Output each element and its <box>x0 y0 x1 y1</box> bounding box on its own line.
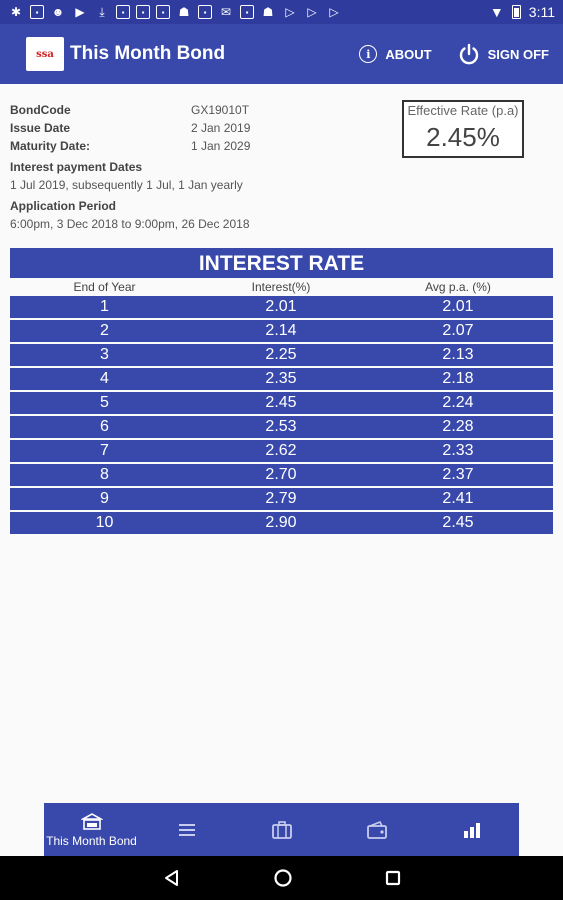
sign-off-button[interactable] <box>458 43 549 65</box>
interest-cell: 2.62 <box>265 442 297 459</box>
year-cell: 4 <box>100 370 109 387</box>
bond-code-value: GX19010T <box>191 103 250 117</box>
avg-cell: 2.33 <box>442 442 474 459</box>
table-row <box>10 344 553 366</box>
effective-rate-box <box>402 100 524 158</box>
list-icon <box>177 822 197 838</box>
header-avg-pa: Avg p.a. (%) <box>425 280 491 294</box>
bottom-navigation <box>44 803 519 856</box>
wallet-icon <box>366 820 388 840</box>
nav-label-this-month-bond: This Month Bond <box>46 833 137 848</box>
table-row <box>10 440 553 462</box>
download-icon: ⤓ <box>99 4 105 19</box>
table-row <box>10 464 553 486</box>
interest-dates-label: Interest payment Dates <box>10 160 143 174</box>
play-icon: ▷ <box>307 5 317 19</box>
interest-rate-table <box>10 248 553 536</box>
year-cell: 8 <box>100 466 109 483</box>
notification-icons <box>8 5 342 19</box>
app-bar <box>0 24 563 84</box>
image-icon: ▪ <box>156 5 170 19</box>
avg-cell: 2.01 <box>442 298 474 315</box>
system-status <box>490 4 555 20</box>
bond-code-row <box>10 101 390 119</box>
status-bar <box>0 0 563 24</box>
year-cell: 9 <box>100 490 109 507</box>
avg-cell: 2.18 <box>442 370 474 387</box>
table-row <box>10 320 553 342</box>
home-icon[interactable] <box>273 868 293 888</box>
interest-cell: 2.35 <box>265 370 297 387</box>
image-icon: ▪ <box>136 5 150 19</box>
app-logo: ssa <box>26 37 64 71</box>
interest-cell: 2.01 <box>265 298 297 315</box>
interest-cell: 2.25 <box>265 346 297 363</box>
avg-cell: 2.28 <box>442 418 474 435</box>
year-cell: 1 <box>100 298 109 315</box>
system-navigation-bar <box>0 856 563 900</box>
table-row <box>10 488 553 510</box>
interest-dates-value: 1 Jul 2019, subsequently 1 Jul, 1 Jan yearly <box>10 178 243 192</box>
play-icon: ▷ <box>329 5 339 19</box>
year-cell: 2 <box>100 322 109 339</box>
bond-details <box>10 101 390 233</box>
year-cell: 10 <box>95 514 114 531</box>
bug-icon: ✱ <box>10 5 22 19</box>
year-cell: 6 <box>100 418 109 435</box>
nav-this-month-bond[interactable] <box>44 803 139 856</box>
application-period-value: 6:00pm, 3 Dec 2018 to 9:00pm, 26 Dec 2018 <box>10 217 250 231</box>
interest-cell: 2.70 <box>265 466 297 483</box>
maturity-date-row <box>10 137 390 155</box>
smiley-icon: ☻ <box>51 5 65 19</box>
maturity-date-value: 1 Jan 2029 <box>191 139 251 153</box>
year-cell: 3 <box>100 346 109 363</box>
header-end-of-year: End of Year <box>73 280 136 294</box>
clock: 3:11 <box>528 4 555 20</box>
cat-icon: ☗ <box>262 5 274 19</box>
app-title: This Month Bond <box>70 43 226 64</box>
interest-cell: 2.45 <box>265 394 297 411</box>
avg-cell: 2.45 <box>442 514 474 531</box>
app-bar-actions <box>359 43 549 65</box>
bank-icon <box>81 812 103 832</box>
table-row <box>10 296 553 318</box>
issue-date-value: 2 Jan 2019 <box>191 121 251 135</box>
battery-icon <box>512 5 521 19</box>
nav-wallet[interactable] <box>329 803 424 856</box>
info-icon: i <box>359 45 377 63</box>
image-icon: ▪ <box>240 5 254 19</box>
interest-cell: 2.14 <box>265 322 297 339</box>
bar-chart-icon <box>461 820 483 840</box>
mail-icon: ✉ <box>220 5 232 19</box>
year-cell: 5 <box>100 394 109 411</box>
nav-portfolio[interactable] <box>234 803 329 856</box>
effective-rate-value: 2.45% <box>426 122 500 152</box>
photo-icon: ▪ <box>30 5 44 19</box>
image-icon: ▪ <box>116 5 130 19</box>
header-interest: Interest(%) <box>251 280 311 294</box>
play-icon: ▷ <box>285 5 295 19</box>
nav-list[interactable] <box>139 803 234 856</box>
avg-cell: 2.07 <box>442 322 474 339</box>
back-icon[interactable] <box>163 869 181 887</box>
sign-off-label: SIGN OFF <box>487 46 549 62</box>
table-row <box>10 416 553 438</box>
image-icon: ▪ <box>198 5 212 19</box>
year-cell: 7 <box>100 442 109 459</box>
table-title: INTEREST RATE <box>10 248 553 278</box>
table-header <box>10 278 553 296</box>
power-icon <box>458 43 480 65</box>
avg-cell: 2.41 <box>442 490 474 507</box>
wifi-icon: ▼ <box>489 4 504 20</box>
interest-cell: 2.79 <box>265 490 297 507</box>
table-row <box>10 512 553 534</box>
recents-icon[interactable] <box>385 870 401 886</box>
avg-cell: 2.24 <box>442 394 474 411</box>
table-row <box>10 368 553 390</box>
issue-date-row <box>10 119 390 137</box>
effective-rate-label: Effective Rate (p.a) <box>407 103 519 118</box>
application-period-label: Application Period <box>10 199 117 213</box>
bond-code-label: BondCode <box>10 103 71 117</box>
interest-cell: 2.53 <box>265 418 297 435</box>
table-row <box>10 392 553 414</box>
youtube-icon: ▶ <box>75 5 85 19</box>
about-button[interactable] <box>359 45 431 63</box>
about-label: ABOUT <box>385 46 432 62</box>
avg-cell: 2.37 <box>442 466 474 483</box>
briefcase-icon <box>271 820 293 840</box>
avg-cell: 2.13 <box>442 346 474 363</box>
maturity-date-label: Maturity Date: <box>10 139 91 153</box>
nav-statistics[interactable] <box>424 803 519 856</box>
cat-icon: ☗ <box>178 5 190 19</box>
issue-date-label: Issue Date <box>10 121 71 135</box>
interest-cell: 2.90 <box>265 514 297 531</box>
